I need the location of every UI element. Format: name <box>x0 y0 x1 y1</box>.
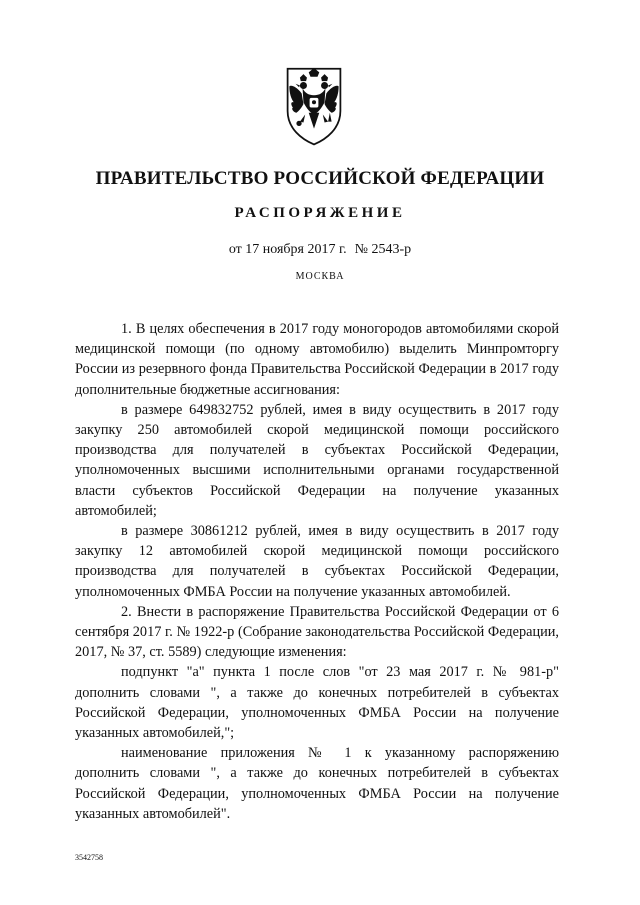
paragraph: наименование приложения № 1 к указанному распоряжению дополнить словами ", а также до конечных потребителей в субъектах Российской Федерации, уполномоченных ФМБА России на получение указанных автомобилей". <box>75 745 559 822</box>
document-date-line <box>0 242 640 258</box>
document-type: РАСПОРЯЖЕНИЕ <box>234 205 406 221</box>
paragraph: в размере 649832752 рублей, имея в виду осуществить в 2017 году закупку 250 автомобилей скорой медицинской помощи российского производства для получателей в субъектах Российской Федерации, уполномоченных высшими исполнительными органами государственной власти субъектов Российской Федерации на получение указанных автомобилей; <box>75 401 559 519</box>
paragraph: 1. В целях обеспечения в 2017 году моногородов автомобилями скорой медицинской помощи (по одному автомобилю) выделить Минпромторгу России из резервного фонда Правительства Российской Федерации в 2017 году дополнительные бюджетные ассигнования: <box>75 321 559 398</box>
coat-of-arms-icon <box>270 60 358 148</box>
paragraph: подпункт "а" пункта 1 после слов "от 23 мая 2017 г. № 981-р" дополнить словами ", а также до конечных потребителей в субъектах Российской Федерации, уполномоченных ФМБА России на получение указанных автомобилей,"; <box>75 664 559 742</box>
paragraph: в размере 30861212 рублей, имея в виду осуществить в 2017 году закупку 12 автомобилей скорой медицинской помощи российского производства для получателей в субъектах Российской Федерации, уполномоченных ФМБА России на получение указанных автомобилей. <box>75 523 559 600</box>
government-title: ПРАВИТЕЛЬСТВО РОССИЙСКОЙ ФЕДЕРАЦИИ <box>95 168 545 189</box>
document-date: от 17 ноября 2017 г. <box>228 242 347 257</box>
document-body <box>75 319 559 824</box>
document-number: № 2543-р <box>354 242 412 257</box>
footer-document-code: 3542758 <box>75 853 103 862</box>
document-city: МОСКВА <box>295 271 345 282</box>
paragraph: 2. Внести в распоряжение Правительства Российской Федерации от 6 сентября 2017 г. № 1922-р (Собрание законодательства Российской Федерации, 2017, № 37, ст. 5589) следующие изменения: <box>75 603 559 661</box>
